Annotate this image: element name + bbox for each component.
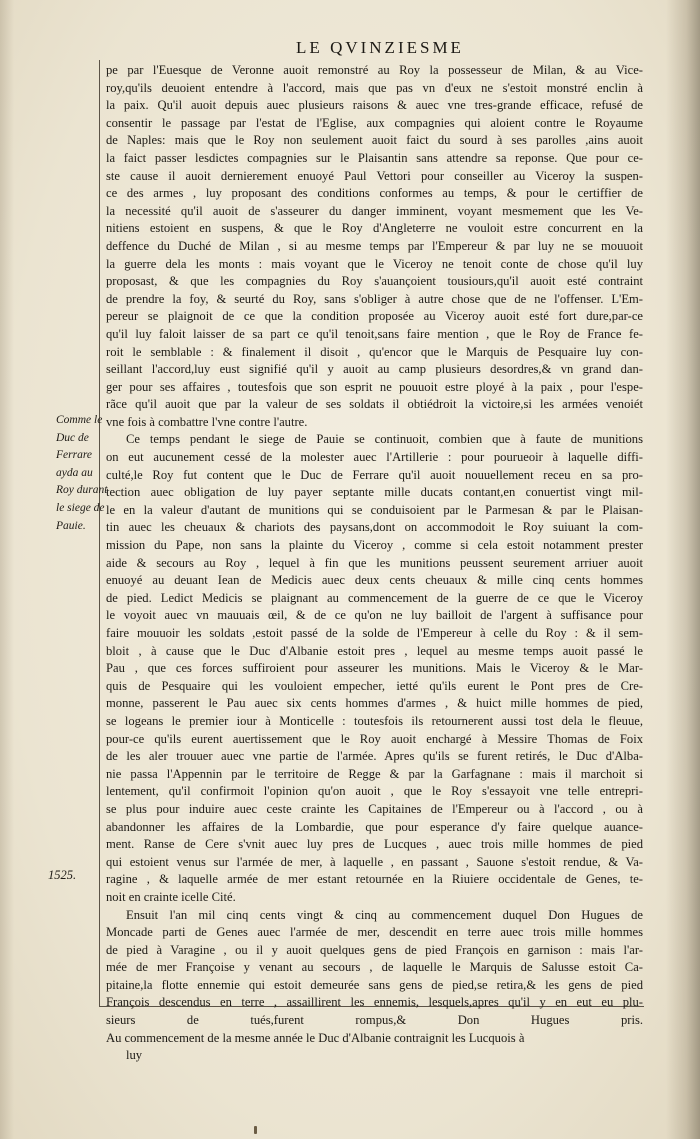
text-line: proposast, & que les compagnies du Roy s'auançoient tousiours,qu'il auoit esté contraint xyxy=(106,274,643,289)
text-line: ragine , & laquelle armée de mer estant retournée en la Riuiere occidentale de Genes, te- xyxy=(106,872,643,887)
marginal-note-line: Duc de xyxy=(56,431,89,444)
text-line: nitiens estoient en suspens, & que le Roy d'Angleterre ne vouloit estre concurrent en la xyxy=(106,221,643,236)
text-line: luy xyxy=(126,1048,143,1063)
text-line: enuoyé au deuant Iean de Medicis auec deux cents cheuaux & mille cinq cents hommes xyxy=(106,573,643,588)
text-line: deffence du Duché de Milan , si au mesme temps par l'Empereur & par luy ne se mouuoit xyxy=(106,238,643,253)
marginal-note-line: Ferrare xyxy=(56,449,92,462)
text-line: faire mouuoir les soldats ,estoit passé de la solde de l'Empereur à celle du Roy : & il sem- xyxy=(106,626,643,640)
page-mark xyxy=(254,1126,257,1134)
text-line: François descendus en terre , assaillirent les ennemis, lesquels,apres qu'il y en eut eu plu- xyxy=(106,995,643,1010)
text-line: pereur se plaignoit de ce que la condition proposée au Viceroy auoit esté fort dure,par-ce xyxy=(106,309,643,324)
text-line: roy,qu'ils deuoient entendre à l'accord, mais que pas vn d'eux ne s'estoit monstré enclin à xyxy=(106,80,643,95)
text-line: tection auec obligation de luy payer septante mille ducats contant,en conuertist vingt mil- xyxy=(106,485,643,500)
text-line: tin auec les cheuaux & chariots des paysans,dont on accommodoit le Roy suiuant la com- xyxy=(106,520,643,535)
text-line: pour-ce qu'ils eurent auertissement que le Roy auoit enchargé à Messire Thomas de Foix xyxy=(106,731,643,746)
text-line: ste cause il auoit dernierement enuoyé Paul Vettori pour conseiller au Viceroy la suspen- xyxy=(106,168,643,183)
text-line: sieurs de tués,furent rompus,& Don Hugues pris. xyxy=(106,1013,643,1028)
text-line: vne fois à combattre l'vne contre l'autre. xyxy=(106,414,308,429)
text-line: Moncade parti de Genes auec l'armée de mer, descendit en terre auec trois mille hommes xyxy=(106,925,643,940)
text-line: Au commencement de la mesme année le Duc d'Albanie contraignit les Lucquois à xyxy=(106,1030,525,1045)
text-line: de pied. Ledict Medicis se plaignant au commencement de la guerre de ce que le Viceroy xyxy=(106,590,643,605)
text-line: la guerre dela les monts : mais voyant que le Viceroy ne tenoit conte de chose qu'il luy xyxy=(106,256,643,271)
text-line: qui estoient venus sur l'armée de mer, à laquelle , en passant , Sauone s'estoit rendue, & Va- xyxy=(106,854,643,869)
marginal-note-line: Pauie. xyxy=(56,519,86,532)
text-line: la faict passer lesdictes compagnies sur le Plaisantin sans attendre sa reponse. Que pour ce- xyxy=(106,150,643,165)
marginal-note-line: Roy durant xyxy=(56,484,108,497)
text-line: Ensuit l'an mil cinq cents vingt & cinq au commencement duquel Don Hugues de xyxy=(126,907,643,922)
text-line: de prendre la foy, & seurté du Roy, sans s'obliger à autre chose que de ne l'offenser. L'Em- xyxy=(106,291,643,306)
text-line: on eut aucunement cessé de la molester auec l'Artillerie : pour pourueoir à laquelle diffi- xyxy=(106,450,643,465)
text-line: seillant l'accord,luy eust signifié qu'il y auoit au camp plusieurs desordres,& vn grand dan- xyxy=(106,362,643,377)
marginal-note xyxy=(56,412,108,535)
running-head: LE QVINZIESME xyxy=(296,38,464,57)
text-line: se logeans le premier iour à Monticelle : toutesfois ils retournerent aussi tost dela le fleuue, xyxy=(106,713,643,728)
text-line: lentement, qu'il confirmoit l'opinion qu'on auoit , que le Roy s'essayoit vne telle entrepri- xyxy=(106,784,643,799)
text-line: le voyoit auec vn mauuais œil, & de ce qu'on ne luy bailloit de l'argent à suffisance pour xyxy=(106,608,643,623)
text-line: rãce qu'il auoit que par la valeur de ses soldats il obtiédroit la victoire,si les armées venoiét xyxy=(106,397,643,412)
text-line: abandonner les affaires de la Lombardie, que pour esperance d'y faire quelque auance- xyxy=(106,819,643,834)
marginal-note-line: le siege de xyxy=(56,501,105,514)
text-line: bloit , à cause que le Duc d'Albanie estoit pres , lequel au mesme temps auoit passé le xyxy=(106,643,643,658)
marginal-note-line: ayda au xyxy=(56,466,93,479)
text-line: culté,le Roy fut content que le Duc de Ferrare qu'il auoit nouuellement receu en sa pro- xyxy=(106,467,643,482)
text-body xyxy=(106,62,643,1065)
text-line: de pied à Varagine , ou il y auoit quelques gens de pied François en garnison : mais l'ar- xyxy=(106,942,643,957)
text-line: consentir le passage par l'estat de l'Eglise, aux compagnies qui aloient contre le Royaume xyxy=(106,115,643,130)
text-line: pitaine,la flotte ennemie qui estoit demeurée sans gens de pied,se retira,& les gens de pied xyxy=(106,977,643,992)
text-line: roit le semblable : & finalement il disoit , qu'encor que le Marquis de Pesquaire luy con- xyxy=(106,344,643,359)
text-line: Pau , que ces forces suffiroient pour asseurer les munitions. Mais le Viceroy & le Mar- xyxy=(106,661,643,676)
page-edge-shadow xyxy=(666,0,700,1139)
text-line: se plus pour induire auec ceste crainte les Capitaines de l'Empereur ou à l'accord , ou à xyxy=(106,801,643,816)
text-line: nie passa l'Appennin par le territoire de Regge & par la Garfagnane : mais il marchoit si xyxy=(106,766,643,781)
text-line: aide & secours au Roy , lequel à fin que les munitions peussent seurement arriuer auoit xyxy=(106,555,643,570)
text-line: le en la valeur d'autant de munitions qui se conduisoient par le Parmesan & par le Plaisan- xyxy=(106,502,643,517)
text-line: quis de Pesquaire qui les vouloient empecher, ietté qu'ils eurent le Pont pres de Cre- xyxy=(106,678,643,693)
text-line: mée de mer Françoise y venant au secours , de laquelle le Marquis de Salusse estoit Ca- xyxy=(106,960,643,975)
marginal-year: 1525. xyxy=(48,868,77,882)
text-line: la paix. Qu'il auoit depuis auec plusieurs raisons & auec vne tres-grande efficace, refusé de xyxy=(106,98,643,113)
text-line: ment. Ranse de Cere s'vnit auec luy pres de Lucques , auec trois mille hommes de pied xyxy=(106,837,643,852)
text-line: de les aler trouuer auec vne partie de l'armée. Apres qu'ils se furent retirés, le Duc d'Alba- xyxy=(106,749,643,764)
text-line: noit en crainte icelle Cité. xyxy=(106,889,236,904)
text-line: ger pour ses affaires , toutesfois que son esprit ne pouuoit estre ployé à la paix , pour l'espe- xyxy=(106,379,643,394)
text-line: pe par l'Euesque de Veronne auoit remonstré au Roy la possesseur de Milan, & au Vice- xyxy=(106,63,643,77)
text-line: ce des armes , luy proposant des conditions conformes au temps, & pour le certiffier de xyxy=(106,186,643,201)
text-line: qu'il luy faloit laisser de sa part ce qu'il tenoit,sans faire mention , que le Roy de France fe- xyxy=(106,326,643,341)
text-line: la necessité qu'il auoit de s'asseurer du danger imminent, voyant mesmement que les Ve- xyxy=(106,203,643,218)
gutter-shadow xyxy=(0,0,14,1139)
text-line: Ce temps pendant le siege de Pauie se continuoit, combien que à faute de munitions xyxy=(126,432,643,447)
text-line: de Naples: mais que le Roy non seulement auoit faict du sourd à ses parolles ,ains auoit xyxy=(106,133,643,148)
marginal-note-line: Comme le xyxy=(56,414,103,426)
text-line: mission du Pape, non sans la plainte du Viceroy , comme si cela estoit notamment prester xyxy=(106,538,643,553)
text-line: monne, passerent le Pau auec six cents hommes d'armes , & huict mille hommes de pied, xyxy=(106,696,643,711)
